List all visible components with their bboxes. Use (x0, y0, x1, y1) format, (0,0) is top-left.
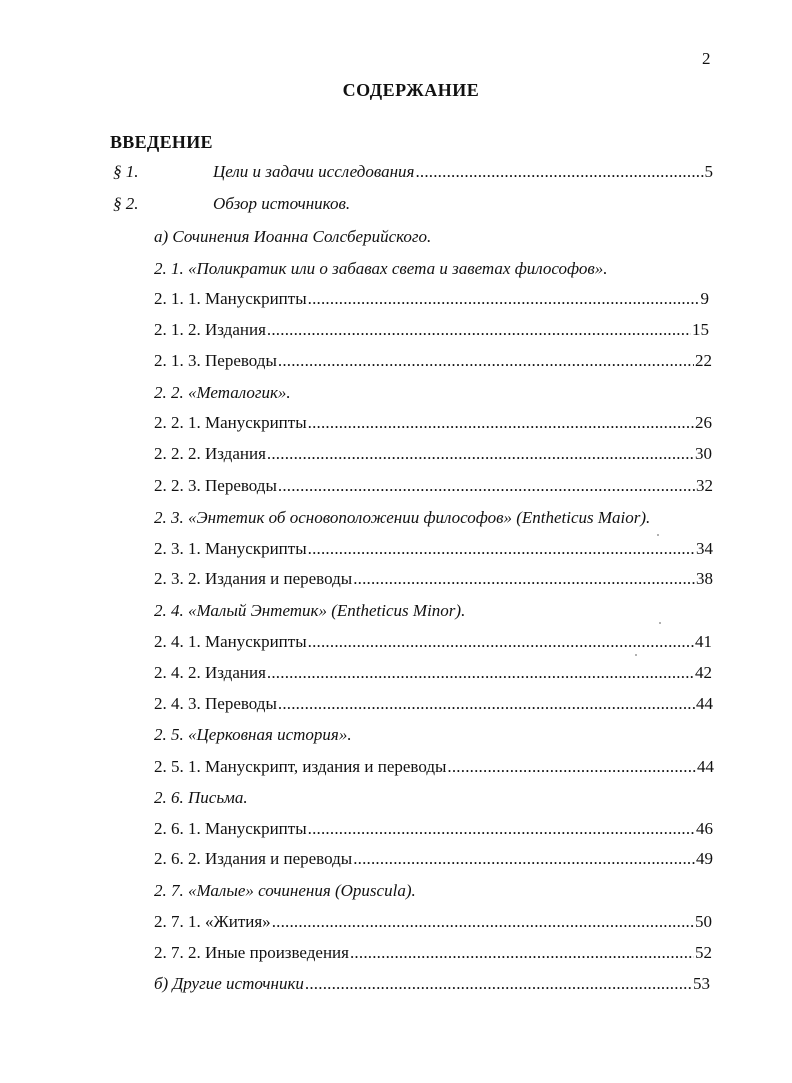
dot-leader (308, 288, 700, 310)
toc-entry-label: 2. 4. 2. Издания (154, 663, 266, 682)
toc-entry[interactable] (154, 911, 712, 933)
dot-leader (308, 631, 694, 653)
toc-entry[interactable] (154, 475, 713, 497)
toc-page-number: 52 (695, 943, 712, 962)
dot-leader (267, 443, 694, 465)
toc-page-number: 46 (696, 819, 713, 838)
toc-entry-label: 2. 1. 1. Манускрипты (154, 289, 307, 308)
toc-subheading[interactable] (154, 226, 431, 248)
toc-entry[interactable] (154, 288, 709, 310)
dot-leader (278, 350, 694, 372)
toc-subheading[interactable] (154, 787, 248, 809)
scan-speck (635, 654, 637, 656)
toc-entry-label: 2. 3. «Энтетик об основоположении философов» (Entheticus Maior). (154, 508, 651, 527)
toc-subheading[interactable] (154, 507, 650, 529)
toc-subheading[interactable] (154, 382, 291, 404)
toc-page-number: 26 (695, 413, 712, 432)
toc-entry-label: 2. 3. 1. Манускрипты (154, 539, 307, 558)
introduction-heading: ВВЕДЕНИЕ (110, 132, 213, 152)
toc-entry[interactable] (154, 350, 712, 372)
toc-page-number: 34 (696, 539, 713, 558)
toc-entry-label: 2. 4. 1. Манускрипты (154, 632, 307, 651)
toc-page-number: 5 (704, 162, 713, 181)
toc-subheading[interactable] (154, 880, 416, 902)
toc-page-number: 22 (695, 351, 712, 370)
dot-leader (272, 911, 694, 933)
toc-page-number: 42 (695, 663, 712, 682)
toc-entry-label: а) Сочинения Иоанна Солсберийского. (154, 227, 432, 246)
toc-page-number: 30 (695, 444, 712, 463)
toc-entry[interactable] (154, 412, 712, 434)
toc-page-number: 41 (695, 632, 712, 651)
toc-subheading[interactable] (154, 258, 607, 280)
toc-entry-label: 2. 5. «Церковная история». (154, 725, 352, 744)
scan-speck (657, 534, 659, 536)
toc-entry-label: 2. 7. 2. Иные произведения (154, 943, 349, 962)
toc-entry[interactable] (154, 848, 713, 870)
toc-page-number: 9 (700, 289, 709, 308)
toc-entry-label: б) Другие источники (154, 974, 304, 993)
dot-leader (278, 693, 695, 715)
toc-page-number: 15 (692, 320, 709, 339)
toc-entry-label: 2. 4. «Малый Энтетик» (Entheticus Minor). (154, 601, 466, 620)
toc-entry[interactable] (154, 693, 713, 715)
toc-entry-sources-review[interactable] (113, 193, 350, 215)
toc-subheading[interactable] (154, 600, 465, 622)
page-number: 2 (702, 49, 711, 68)
toc-entry-label: 2. 1. 2. Издания (154, 320, 266, 339)
toc-page-number: 53 (693, 974, 710, 993)
toc-entry-label: 2. 6. Письма. (154, 788, 248, 807)
dot-leader (308, 412, 694, 434)
dot-leader (305, 973, 692, 995)
toc-entry-label: Обзор источников. (213, 194, 351, 213)
dot-leader (350, 942, 694, 964)
toc-entry-label: 2. 1. 3. Переводы (154, 351, 277, 370)
toc-entry-label: 2. 6. 1. Манускрипты (154, 819, 307, 838)
toc-entry[interactable] (154, 319, 709, 341)
dot-leader (278, 475, 695, 497)
toc-entry[interactable] (154, 662, 712, 684)
toc-page-number: 32 (696, 476, 713, 495)
toc-entry-label: 2. 2. «Металогик». (154, 383, 291, 402)
toc-page-number: 50 (695, 912, 712, 931)
toc-entry-label: 2. 6. 2. Издания и переводы (154, 849, 353, 868)
toc-page-number: 49 (696, 849, 713, 868)
toc-entry[interactable] (154, 538, 713, 560)
toc-page-number: 44 (697, 757, 714, 776)
toc-entry[interactable] (154, 443, 712, 465)
dot-leader (308, 538, 695, 560)
dot-leader (447, 756, 696, 778)
toc-subheading[interactable] (154, 724, 352, 746)
scan-speck (659, 622, 661, 624)
toc-entry-other-sources[interactable] (154, 973, 710, 995)
toc-entry-label: Цели и задачи исследования (213, 162, 415, 181)
toc-entry[interactable] (154, 568, 713, 590)
dot-leader (308, 818, 695, 840)
section-marker: § 1. (113, 162, 139, 181)
toc-entry-goals[interactable] (113, 161, 713, 183)
toc-heading: СОДЕРЖАНИЕ (342, 80, 480, 100)
toc-entry-label: 2. 3. 2. Издания и переводы (154, 569, 353, 588)
toc-entry[interactable] (154, 756, 714, 778)
toc-entry-label: 2. 2. 1. Манускрипты (154, 413, 307, 432)
section-marker: § 2. (113, 194, 139, 213)
toc-entry-label: 2. 2. 3. Переводы (154, 476, 277, 495)
toc-entry-label: 2. 4. 3. Переводы (154, 694, 277, 713)
toc-entry-label: 2. 7. «Малые» сочинения (Opuscula). (154, 881, 416, 900)
dot-leader (353, 568, 695, 590)
toc-entry-label: 2. 7. 1. «Жития» (154, 912, 271, 931)
toc-page-number: 44 (696, 694, 713, 713)
dot-leader (353, 848, 695, 870)
toc-entry[interactable] (154, 942, 712, 964)
toc-entry[interactable] (154, 631, 712, 653)
toc-entry[interactable] (154, 818, 713, 840)
dot-leader (267, 662, 694, 684)
toc-page-number: 38 (696, 569, 713, 588)
toc-entry-label: 2. 2. 2. Издания (154, 444, 266, 463)
toc-entry-label: 2. 1. «Поликратик или о забавах света и заветах философов». (154, 259, 608, 278)
dot-leader (415, 161, 703, 183)
dot-leader (267, 319, 691, 341)
toc-entry-label: 2. 5. 1. Манускрипт, издания и переводы (154, 757, 447, 776)
